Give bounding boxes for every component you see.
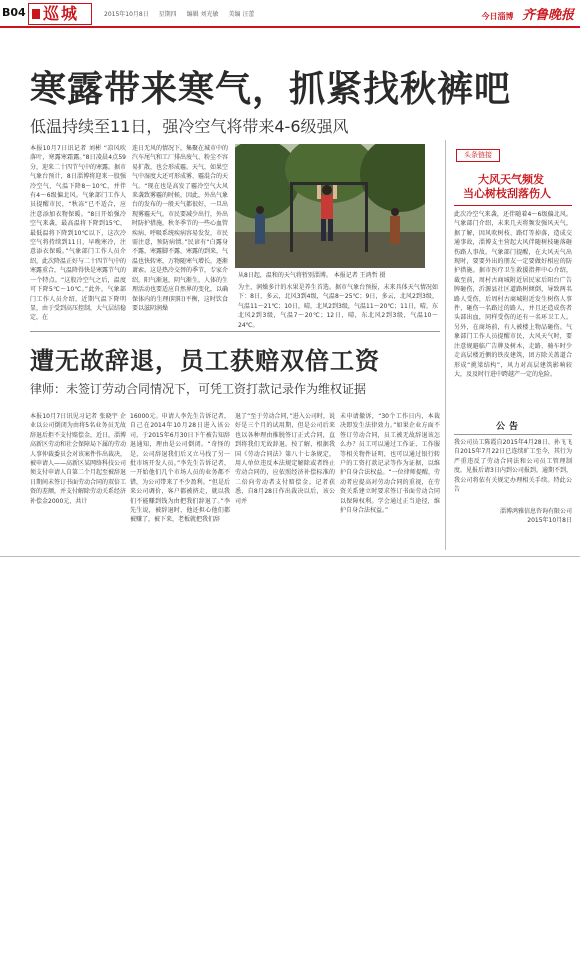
sidebar-tag: 头条链接 [456, 149, 500, 162]
page-bottom-rule [0, 556, 580, 557]
editor-credit: 编辑 刘光敏 [186, 11, 219, 18]
article1-photo-caption: 从8日起，温和的天气将暂别淄博。 本报记者 王鸿哲 摄 [238, 272, 386, 279]
issue-date: 2015年10月8日 [104, 11, 149, 18]
sidebar-title-line1: 大风天气频发 [478, 173, 544, 186]
header-meta [104, 9, 262, 18]
article-divider [30, 331, 440, 332]
article1-headline: 寒露带来寒气，抓紧找秋裤吧 [30, 69, 512, 110]
article2-headline: 遭无故辞退，员工获赔双倍工资 [30, 347, 380, 375]
issue-weekday: 星期四 [158, 11, 177, 18]
section-marker [32, 9, 40, 19]
article2-column-2: 16000元。申请人李先生告诉记者，自己在2014年10月28日进入该公司，于2015年6月30日下午被告知辞退通知，理由是公司倒闭。“奇怪的是，公司辞退我们后又立马找了另一批市场开发人员。”李先生告诉记者，一开始他们几个市场人员的业务都不错，为公司带来了不少盈利。“但是后来公司调价，客户都被挤走，就以我们不能赚到钱为由把我们辞退了。”李先生说，被辞退时，他还担心他们都被赚了，被下来，老板就把我们辞 [130, 413, 230, 524]
notice-rule [454, 434, 572, 435]
designer-credit: 美编 汪蕾 [228, 11, 255, 18]
notice-signature: 淄博鸿雅信息咨询有限公司 [499, 508, 572, 515]
article1-column-2: 连日无风的情况下，集聚在城市中的汽车尾气和工厂排出废气、粉尘不容易扩散，也会形成霾。天气，如果空气中湿度大还可形成雾、霾混合的天气。“现在也是高发了霾冷空气大风来袭致雾霾的时候，因此，外出气象台的发布的一般天气都很好，一旦出现雾霾天气，市民要减少出行，外出时防护措施，秋冬季节的一些心血管疾病、呼吸系统疾病容易发发，市民需注意，预防病情。”民谚有“白露身不露，寒露脚不露，寒露的到来，气温也快转寒，万物随寒气增长，逐渐萧索。这是热冷交替的季节，专家介绍，阳气渐退，阴气渐生，人体的生理活动也要适应自然界的变化，以确保体内的生理(阴阳)平衡，这时饮食要以滋阴润燥 [132, 145, 228, 312]
brand-small: 今日淄博 [481, 11, 514, 21]
sidebar-rule [454, 205, 572, 206]
park-exercise-photo [235, 144, 425, 268]
sidebar-text: 此次冷空气来袭，还伴随着4～6级偏北风。气象部门介绍，未来几天将频发强风天气，据了解，因风吹树枝、路灯等掉落，造成交通事故，淄博支主营起大风伴随树枝砸落砸伤路人事故。气象部门提醒，在大风天气出现时，要要外出的朋友一定要做好相应的防护措施。据市医疗卫生救援指挥中心介绍，截至前，周村古商城附近居民家后阳台广告牌砸伤，沂源县社区道路树倾倒，导致两名路人受伤，后周村古商城附近发生树伤人事件，砸伤一名路过的路人，并且还造成伤者头部出血，同样受伤的还有一名环卫工人。另外，在商场前，有人被楼上物品砸伤。气象部门工作人员提醒市民，大风天气时，要注意规避临广告牌及树木，走路、骑车时少走高层楼近侧的铁皮建筑，团方除关盖道合形成“挑梁结构”，风力对高层建筑影响较大，及及时行进中跨越产一定的危险。 [454, 211, 572, 378]
section-label [28, 3, 92, 25]
page-header [0, 0, 580, 28]
article1-column-3: 为主，润燥多汁的水果是养生首选。据市气象台预报，未来具体天气情况如下：8日，多云，北风3到4级，气温8～25℃；9日，多云，北风2到3级，气温11～21℃；10日，晴，北风2到3级，气温11～20℃；11日，晴，东北风2到3级，气温7～20℃；12日，晴，东北风2到3级，气温10～24℃。 [238, 284, 438, 328]
brand-main: 齐鲁晚报 [521, 8, 574, 23]
newspaper-logo [481, 4, 574, 23]
notice-text: 我公司员工陈霞自2015年4月28日、孙飞飞自2015年7月22日已连续旷工至今，其行为严重违反了劳动合同法和公司员工管理制度。见报后请3日内到公司报到，逾期不到，我公司将依有关规定办理相关手续。特此公告 [454, 439, 572, 494]
article2-column-3: 退了“至于劳动合同，”进入公司时，说好是三个月的试用期，但是公司后来也以各种理由推脱签订正式合同，直到将我们无故辞退。按了解，根据我国《劳动合同法》第八十七条规定，用人单位违反本法规定解除或者终止劳动合同的，应依照经济补偿标准的二倍向劳动者支付赔偿金。记者获悉，自8月28日作出裁决以后，该公司并 [235, 413, 335, 505]
notice-title: 公告 [496, 422, 523, 432]
section-name: 巡城 [43, 4, 80, 23]
article1-subhead: 低温持续至11日，强冷空气将带来4-6级强风 [30, 117, 349, 136]
sidebar-divider [445, 140, 446, 550]
notice-date: 2015年10月8日 [527, 517, 572, 524]
article2-column-1: 本报10月7日讯见习记者 张晓宇 企业以公司倒闭为由将5名业务员无故辞退后拒不支付赔偿金，近日，淄博高新区劳动和社会保障局下属的劳动人事仲裁委员会对该案件作出裁决，被申请人——高新区某网络科技公司须支付申请人自第二个月起至被辞退日期间未签订书面劳动合同的双倍工资的差额，并支付解除劳动关系经济补偿金2000元，共计 [30, 413, 126, 505]
page-number: B04 [2, 6, 26, 19]
article2-subhead: 律师：未签订劳动合同情况下，可凭工资打款记录作为维权证据 [30, 382, 367, 396]
sidebar-title-line2: 当心树枝刮落伤人 [463, 187, 551, 200]
article2-column-4: 未申请撤诉，“30个工作日内，本裁决即发生法律效力。”如果企业方面不签订劳动合同，员工被无故辞退该怎么办？员工可以通过工作证、工作服等相关物件证明，也可以通过银行转户的工资打款记录等作为证据，以维护自身合法权益。“一位律师提醒，劳动者应提高对劳动合同的重视，在劳资关系建立时要求签订书面劳动合同以保障权利。学会通过正当途径，维护自身合法权益。” [340, 413, 440, 515]
article1-column-1: 本报10月7日讯记者 刘彬 “凉风吹落叶，寒露寒霜露。”8日凌晨4点59分，迎来二十四节气中的寒露。据市气象台预计，8日淄博将迎来一股强冷空气，气温下降8～10℃，并伴有4～6级偏北风。气象部门工作人员提醒市民，“秋冻”已不适合，应注意添加衣物保暖。“8日开始强冷空气来袭，最高温将下降到15℃，最低温将下降到10℃以下，这次冷空气将持续到11日，早晚寒冷，注意添衣保暖。”气象部门工作人员介绍，此次降温正好与二十四节气中的寒露重合，气温降得快是寒露节气的一个特点。“这股冷空气之后，温度可下降5℃～10℃。”此外，气象部门工作人员介绍，近期气温下降明显，由于受到高压控制，大气层结稳定，在 [30, 145, 126, 322]
article1-photo [235, 144, 425, 268]
